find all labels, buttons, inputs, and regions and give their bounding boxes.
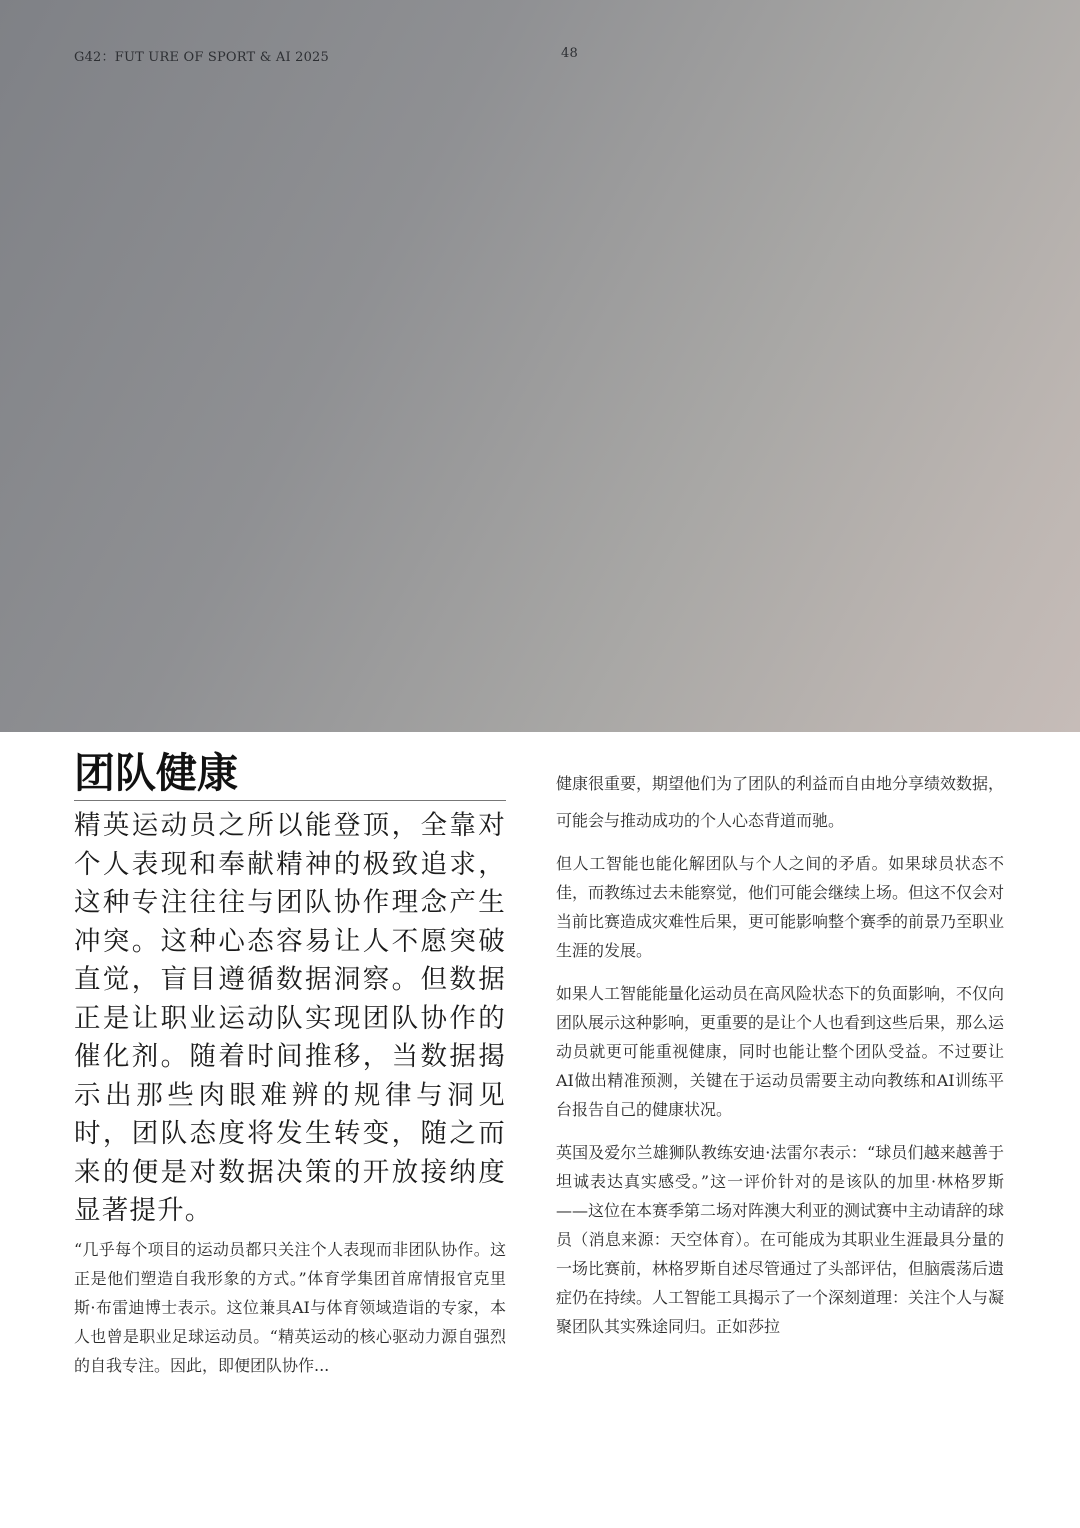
publication-title: G42：FUT URE OF SPORT & AI 2025 [74, 50, 329, 65]
page-number: 48 [561, 46, 578, 61]
quote-paragraph: “几乎每个项目的运动员都只关注个人表现而非团队协作。这正是他们塑造自我形象的方式。”体育学集团首席情报官克里斯·布雷迪博士表示。这位兼具AI与体育领域造诣的专家，本人也曾是职业足球运动员。“精英运动的核心驱动力源自强烈的自我专注。因此，即便团队协作... [74, 1239, 506, 1375]
hero-image [0, 0, 1080, 732]
body-paragraph: 但人工智能也能化解团队与个人之间的矛盾。如果球员状态不佳，而教练过去未能察觉，他们可能会继续上场。但这不仅会对当前比赛造成灾难性后果，更可能影响整个赛季的前景乃至职业生涯的发展。 [556, 854, 1005, 960]
left-column [74, 748, 506, 1380]
section-title: 团队健康 [74, 748, 506, 801]
body-paragraph: 英国及爱尔兰雄狮队教练安迪·法雷尔表示：“球员们越来越善于坦诚表达真实感受。”这一评价针对的是该队的加里·林格罗斯——这位在本赛季第二场对阵澳大利亚的测试赛中主动请辞的球员（消息来源：天空体育）。在可能成为其职业生涯最具分量的一场比赛前，林格罗斯自述尽管通过了头部评估，但脑震荡后遗症仍在持续。人工智能工具揭示了一个深刻道理：关注个人与凝聚团队其实殊途同归。正如莎拉 [556, 1143, 1005, 1336]
body-paragraph: 如果人工智能能量化运动员在高风险状态下的负面影响，不仅向团队展示这种影响，更重要的是让个人也看到这些后果，那么运动员就更可能重视健康，同时也能让整个团队受益。不过要让AI做出精准预测，关键在于运动员需要主动向教练和AI训练平台报告自己的健康状况。 [556, 984, 1005, 1119]
body-paragraph: 健康很重要，期望他们为了团队的利益而自由地分享绩效数据，可能会与推动成功的个人心态背道而驰。 [556, 774, 1005, 830]
right-column [556, 765, 1004, 1355]
running-header [74, 46, 1080, 65]
lead-paragraph: 精英运动员之所以能登顶，全靠对个人表现和奉献精神的极致追求，这种专注往往与团队协作理念产生冲突。这种心态容易让人不愿突破直觉，盲目遵循数据洞察。但数据正是让职业运动队实现团队协作的催化剂。随着时间推移，当数据揭示出那些肉眼难辨的规律与洞见时，团队态度将发生转变，随之而来的便是对数据决策的开放接纳度显著提升。 [74, 810, 506, 1226]
